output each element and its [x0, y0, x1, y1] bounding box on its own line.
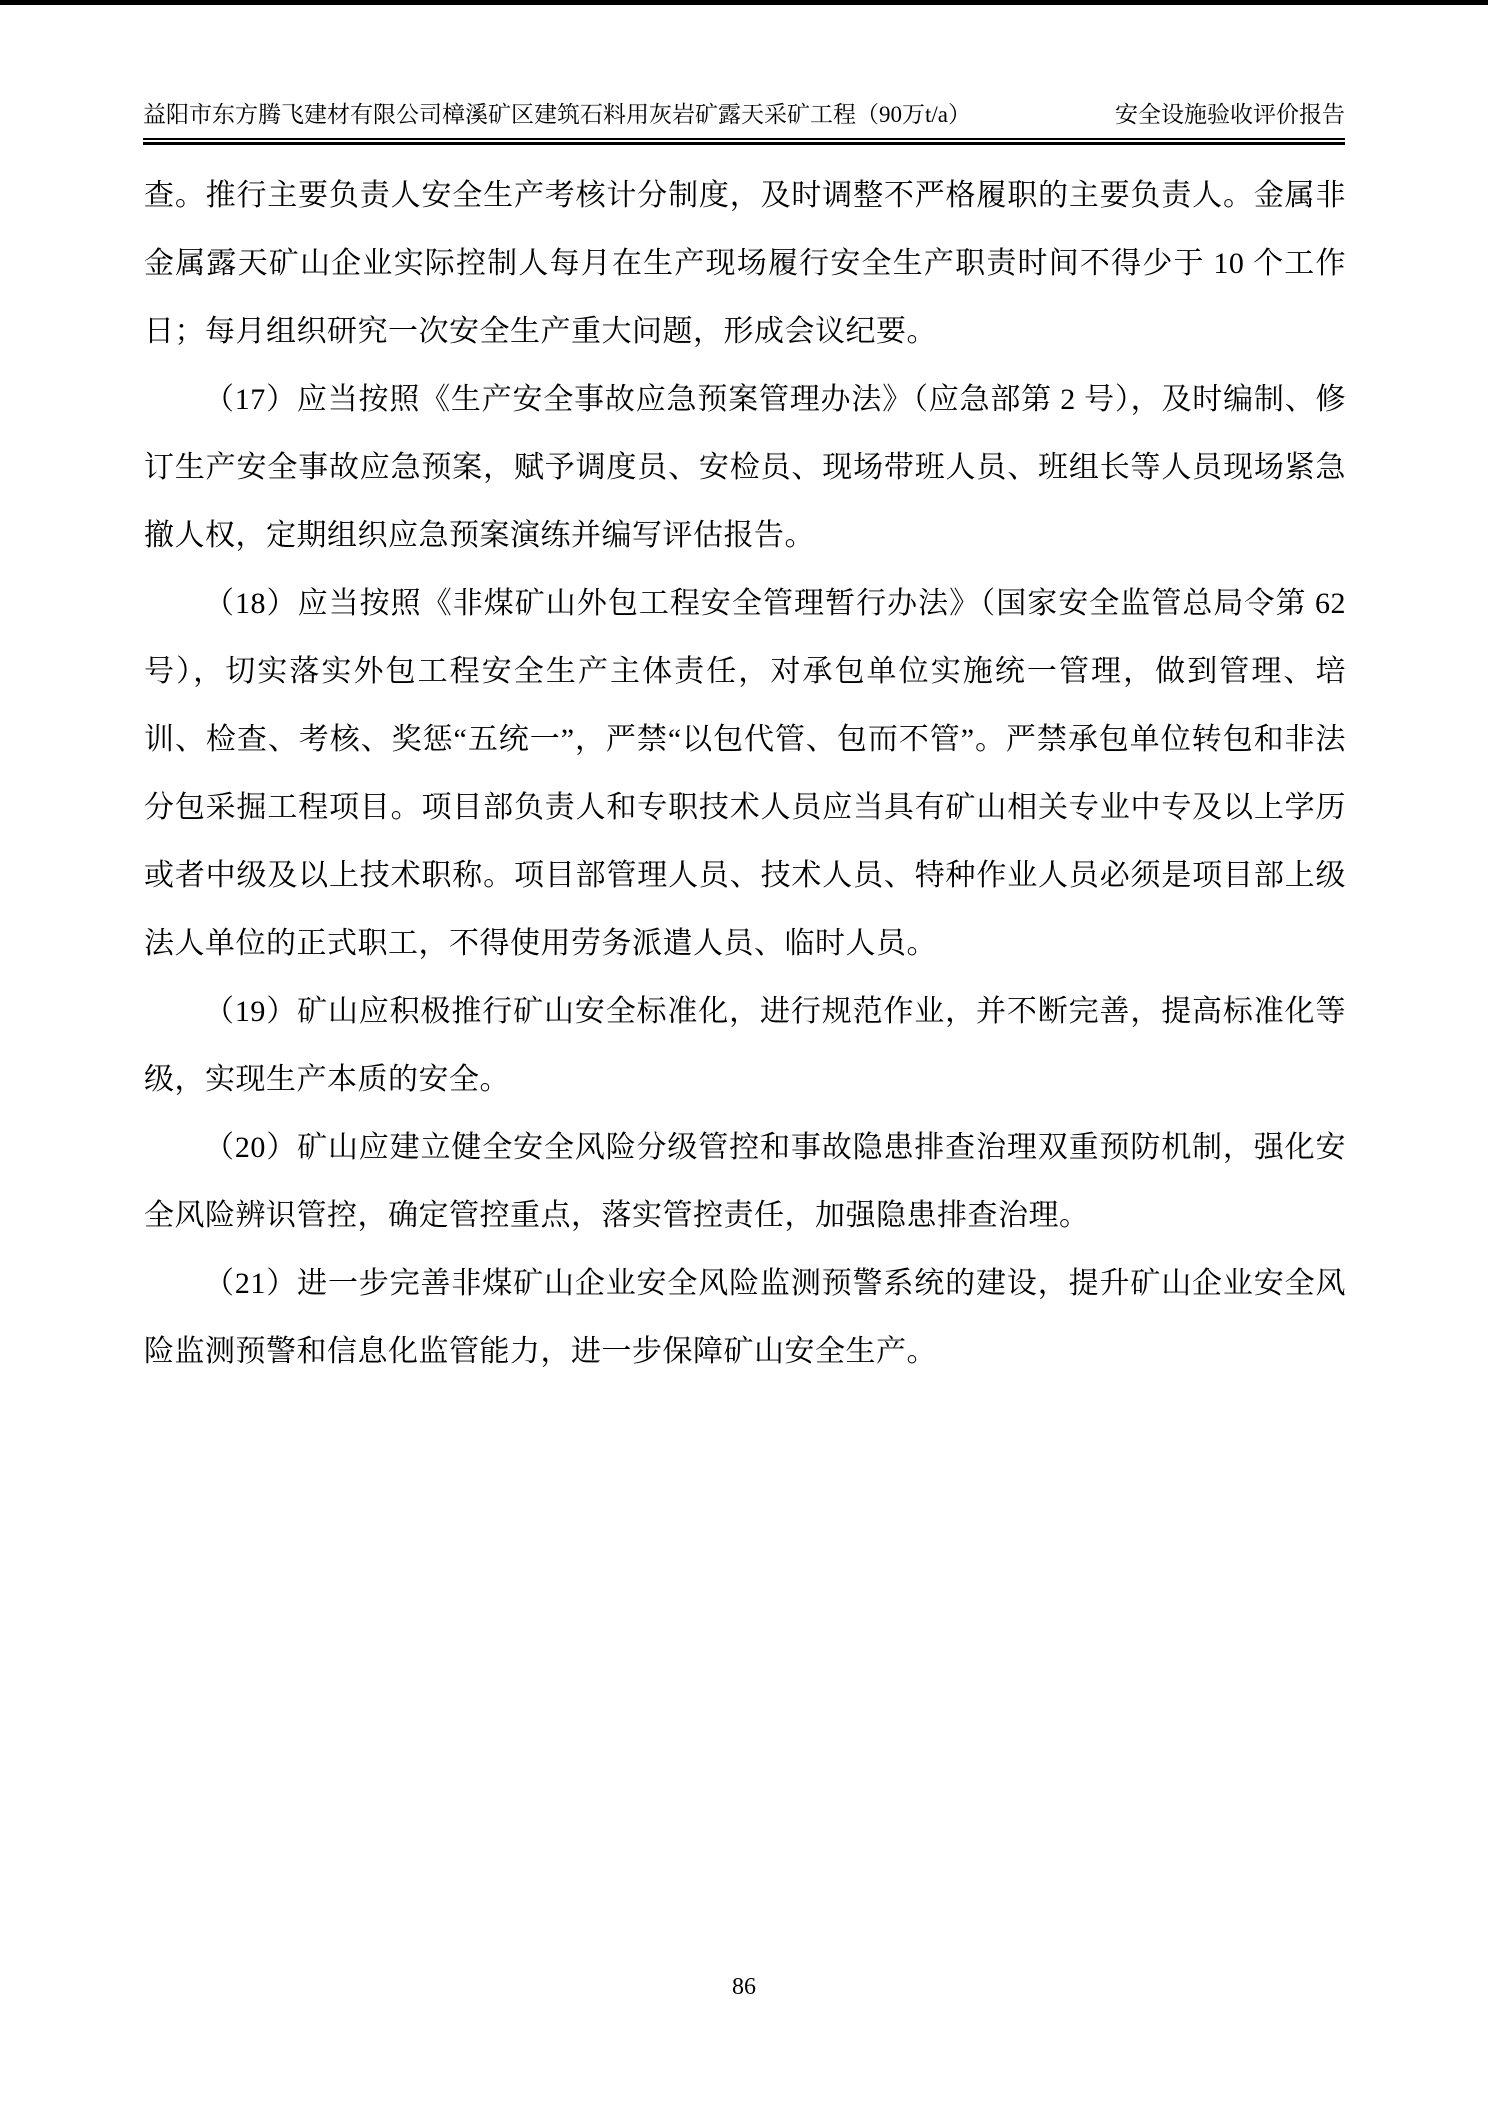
paragraph-item-19: （19）矿山应积极推行矿山安全标准化，进行规范作业，并不断完善，提高标准化等级，实现生产本质的安全。 [144, 995, 1346, 1096]
window-top-edge [0, 0, 1488, 5]
header-report-title: 安全设施验收评价报告 [1115, 102, 1345, 127]
paragraph-item-21: （21）进一步完善非煤矿山企业安全风险监测预警系统的建设，提升矿山企业安全风险监测预警和信息化监管能力，进一步保障矿山安全生产。 [144, 1267, 1346, 1368]
paragraph-item-20: （20）矿山应建立健全安全风险分级管控和事故隐患排查治理双重预防机制，强化安全风险辨识管控，确定管控重点，落实管控责任，加强隐患排查治理。 [144, 1131, 1346, 1232]
page-footer [0, 1972, 1488, 2002]
page-header [143, 100, 1345, 140]
document-body [144, 162, 1346, 1386]
page-number: 86 [732, 1974, 756, 2000]
paragraph-item-17: （17）应当按照《生产安全事故应急预案管理办法》（应急部第 2 号），及时编制、修订生产安全事故应急预案，赋予调度员、安检员、现场带班人员、班组长等人员现场紧急撤人权，定期组织应急预案演练并编写评估报告。 [144, 383, 1346, 552]
paragraph-continuation: 查。推行主要负责人安全生产考核计分制度，及时调整不严格履职的主要负责人。金属非金属露天矿山企业实际控制人每月在生产现场履行安全生产职责时间不得少于 10 个工作日；每月组织研究一次安全生产重大问题，形成会议纪要。 [144, 179, 1346, 348]
paragraph-item-18: （18）应当按照《非煤矿山外包工程安全管理暂行办法》（国家安全监管总局令第 62 号），切实落实外包工程安全生产主体责任，对承包单位实施统一管理，做到管理、培训、检查、考核、奖惩“五统一”，严禁“以包代管、包而不管”。严禁承包单位转包和非法分包采掘工程项目。项目部负责人和专职技术人员应当具有矿山相关专业中专及以上学历或者中级及以上技术职称。项目部管理人员、技术人员、特种作业人员必须是项目部上级法人单位的正式职工，不得使用劳务派遣人员、临时人员。 [144, 587, 1346, 960]
header-project-title: 益阳市东方腾飞建材有限公司樟溪矿区建筑石料用灰岩矿露天采矿工程（90万t/a） [143, 102, 971, 127]
